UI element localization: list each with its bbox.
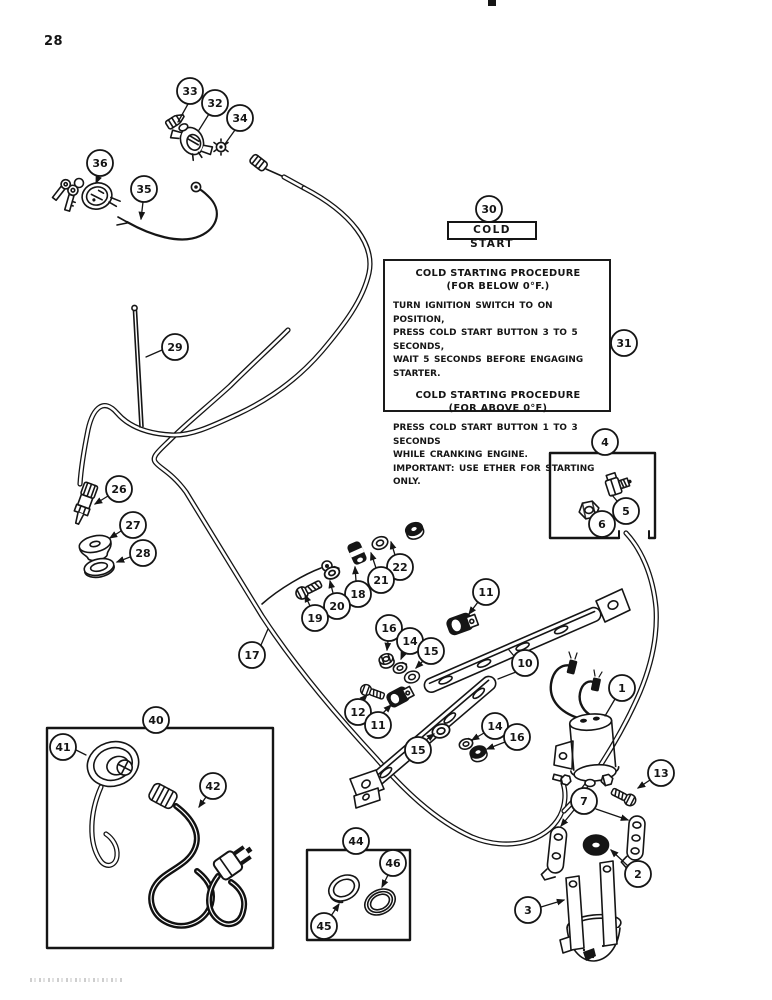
cable-clip — [346, 540, 368, 566]
svg-text:14: 14 — [402, 635, 418, 648]
svg-text:4: 4 — [601, 436, 609, 449]
svg-text:40: 40 — [148, 714, 164, 727]
svg-text:28: 28 — [135, 547, 151, 560]
heater-cord — [147, 782, 257, 926]
switch-nut — [214, 139, 228, 155]
seal-ring-46 — [360, 884, 400, 920]
callout-27 — [110, 512, 146, 538]
svg-text:3: 3 — [524, 904, 532, 917]
callout-29 — [146, 334, 188, 360]
svg-text:7: 7 — [580, 795, 588, 808]
svg-text:44: 44 — [348, 835, 364, 848]
rubber-clamp-upper — [445, 610, 479, 637]
bracket-hardware-lower — [431, 722, 489, 764]
svg-text:10: 10 — [517, 657, 533, 670]
callout-30 — [476, 196, 502, 222]
spray-nozzle — [71, 482, 99, 526]
procedure-title-below: COLD STARTING PROCEDURE — [415, 268, 581, 279]
solenoid-wires — [551, 652, 602, 718]
gasket — [584, 835, 609, 855]
svg-text:11: 11 — [370, 719, 386, 732]
callout-15 — [416, 638, 444, 668]
svg-text:12: 12 — [350, 706, 366, 719]
svg-text:5: 5 — [622, 505, 630, 518]
callout-26 — [95, 476, 132, 504]
svg-text:16: 16 — [381, 622, 397, 635]
svg-text:17: 17 — [244, 649, 260, 662]
container-holder — [560, 861, 622, 961]
callout-31 — [611, 330, 637, 356]
svg-text:34: 34 — [232, 112, 248, 125]
svg-text:45: 45 — [316, 920, 332, 933]
svg-text:15: 15 — [410, 744, 426, 757]
svg-text:33: 33 — [182, 85, 198, 98]
page-number: 28 — [44, 34, 64, 49]
callout-3 — [515, 897, 564, 923]
callout-46 — [380, 850, 406, 887]
cold-start-label: COLD START — [447, 221, 537, 240]
elbow-fitting — [603, 469, 634, 497]
procedure-steps-above: PRESS COLD START BUTTON 1 TO 3 SECONDS WHILE CRANKING ENGINE. IMPORTANT: USE ETHER FOR STARTING ONLY. — [393, 423, 595, 487]
svg-text:2: 2 — [634, 868, 642, 881]
callout-45 — [311, 904, 339, 939]
svg-text:15: 15 — [423, 645, 439, 658]
callout-40 — [143, 707, 169, 733]
svg-text:21: 21 — [373, 574, 389, 587]
callout-13 — [638, 760, 674, 788]
svg-text:13: 13 — [653, 767, 669, 780]
procedure-title-above: COLD STARTING PROCEDURE — [415, 390, 581, 401]
svg-text:36: 36 — [92, 157, 108, 170]
callout-5 — [612, 495, 639, 524]
svg-text:18: 18 — [350, 588, 366, 601]
svg-text:35: 35 — [136, 183, 152, 196]
rubber-clamp-lower — [385, 683, 415, 709]
svg-text:26: 26 — [111, 483, 127, 496]
svg-text:27: 27 — [125, 519, 141, 532]
callout-36 — [87, 150, 113, 183]
seal-ring-45 — [324, 870, 364, 906]
svg-text:19: 19 — [307, 612, 323, 625]
procedure-steps-below: TURN IGNITION SWITCH TO ON POSITION, PRESS COLD START BUTTON 3 TO 5 SECONDS, WAIT 5 SECONDS BEFORE ENGAGING STARTER. — [393, 301, 584, 379]
svg-text:14: 14 — [487, 720, 503, 733]
svg-text:41: 41 — [55, 741, 71, 754]
print-artifact — [488, 0, 496, 6]
svg-text:11: 11 — [478, 586, 494, 599]
callout-41 — [50, 734, 86, 760]
callout-11 — [469, 579, 499, 614]
heater-kit-box — [47, 728, 273, 948]
svg-text:29: 29 — [167, 341, 183, 354]
callout-35 — [131, 176, 157, 219]
callout-32 — [199, 90, 228, 130]
svg-text:32: 32 — [207, 97, 223, 110]
callout-34 — [225, 105, 253, 144]
solenoid-bolt — [610, 786, 638, 808]
callout-17 — [239, 629, 268, 668]
callout-44 — [343, 828, 369, 854]
callout-19 — [302, 595, 328, 631]
svg-text:1: 1 — [618, 682, 626, 695]
svg-text:31: 31 — [616, 337, 632, 350]
svg-text:22: 22 — [392, 561, 408, 574]
svg-text:6: 6 — [598, 518, 606, 531]
block-heater — [81, 735, 144, 793]
mounting-strap-right — [621, 815, 646, 868]
callout-42 — [199, 773, 226, 807]
procedure-subtitle-above: (FOR ABOVE 0°F) — [448, 403, 548, 414]
nozzle-washer — [83, 556, 116, 580]
push-button-cable — [80, 154, 370, 484]
procedure-subtitle-below: (FOR BELOW 0°F.) — [446, 281, 550, 292]
svg-text:16: 16 — [509, 731, 525, 744]
callout-14 — [472, 713, 508, 740]
cold-start-procedure-box — [383, 259, 611, 487]
svg-text:20: 20 — [329, 600, 345, 613]
svg-text:42: 42 — [205, 780, 221, 793]
ignition-switch — [51, 178, 121, 215]
footer-print-code — [30, 978, 122, 982]
injector-rod — [132, 305, 143, 427]
bracket-hardware-upper — [378, 652, 421, 685]
svg-text:30: 30 — [481, 203, 497, 216]
callout-28 — [117, 540, 156, 566]
svg-text:46: 46 — [385, 857, 401, 870]
